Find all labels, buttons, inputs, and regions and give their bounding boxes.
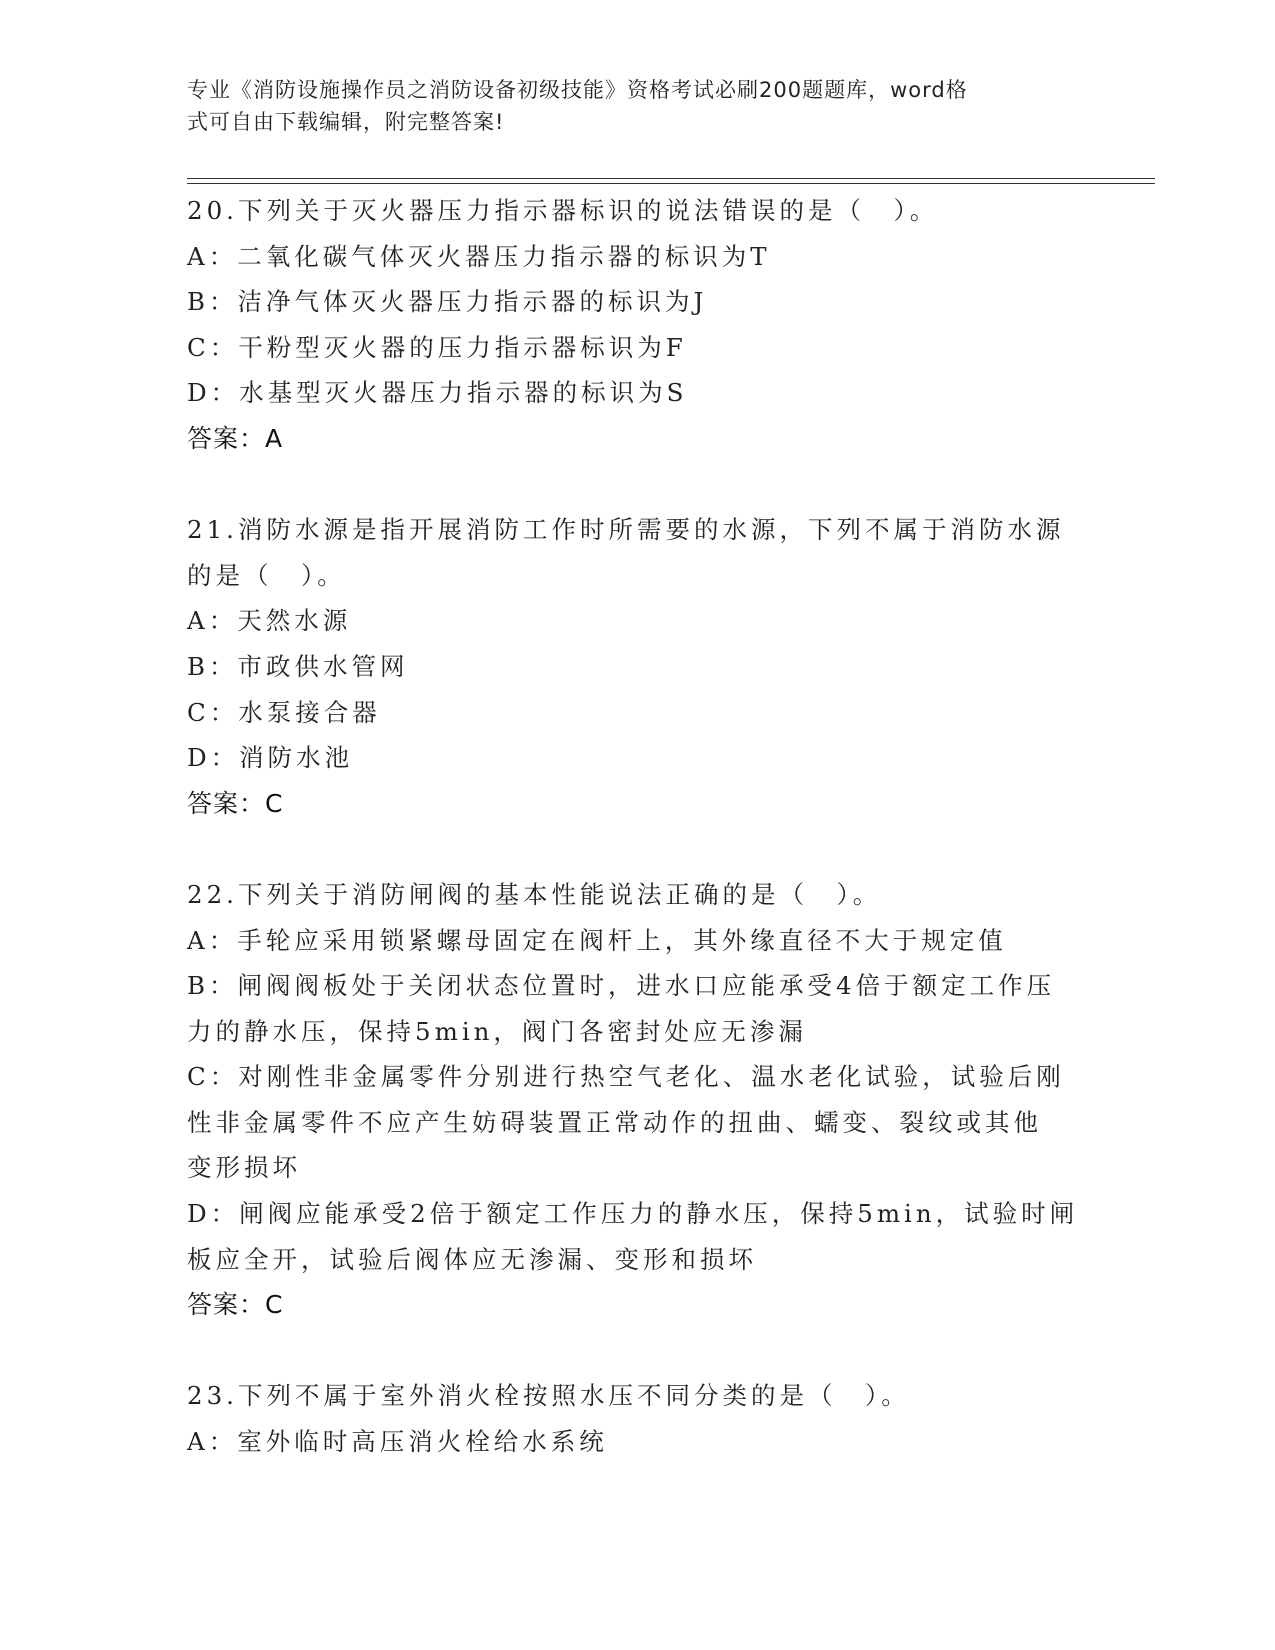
- document-header: [187, 74, 1067, 138]
- option-c-line-3: 变形损坏: [187, 1153, 301, 1183]
- option-b-line-2: 力的静水压，保持5min，阀门各密封处应无渗漏: [187, 1016, 807, 1046]
- question-20: [187, 188, 1087, 462]
- option-c-line-2: 性非金属零件不应产生妨碍装置正常动作的扭曲、蠕变、裂纹或其他: [187, 1107, 1042, 1137]
- option-b: B：市政供水管网: [187, 651, 409, 681]
- question-stem-line-2: 的是（ ）。: [187, 560, 346, 590]
- option-a: A：手轮应采用锁紧螺母固定在阀杆上，其外缘直径不大于规定值: [187, 925, 1007, 955]
- option-a: A：室外临时高压消火栓给水系统: [187, 1427, 608, 1457]
- option-a: A：二氧化碳气体灭火器压力指示器的标识为T: [187, 241, 771, 271]
- question-stem: 23.下列不属于室外消火栓按照水压不同分类的是（ ）。: [187, 1381, 910, 1411]
- option-d-line-2: 板应全开，试验后阀体应无渗漏、变形和损坏: [187, 1244, 757, 1274]
- option-c: C：干粉型灭火器的压力指示器标识为F: [187, 332, 687, 362]
- question-stem: 20.下列关于灭火器压力指示器标识的说法错误的是（ ）。: [187, 196, 939, 225]
- header-line-1: 专业《消防设施操作员之消防设备初级技能》资格考试必刷200题题库，word格: [187, 78, 968, 102]
- answer: 答案：C: [187, 1290, 284, 1320]
- header-line-2: 式可自由下载编辑，附完整答案!: [187, 110, 505, 134]
- question-list: [187, 188, 1087, 1465]
- question-stem-line-1: 21.消防水源是指开展消防工作时所需要的水源，下列不属于消防水源: [187, 515, 1065, 545]
- question-21: [187, 507, 1087, 826]
- option-c: C：水泵接合器: [187, 697, 381, 727]
- header-rule-top: [187, 178, 1155, 179]
- option-d-line-1: D：闸阀应能承受2倍于额定工作压力的静水压，保持5min，试验时闸: [187, 1199, 1079, 1229]
- spacer: [187, 1328, 1087, 1374]
- header-rule-bottom: [187, 183, 1155, 184]
- option-d: D：消防水池: [187, 743, 354, 773]
- option-a: A：天然水源: [187, 606, 352, 636]
- question-23: [187, 1373, 1087, 1464]
- option-c-line-1: C：对刚性非金属零件分别进行热空气老化、温水老化试验，试验后刚: [187, 1062, 1065, 1092]
- option-b-line-1: B：闸阀阀板处于关闭状态位置时，进水口应能承受4倍于额定工作压: [187, 971, 1056, 1001]
- option-b: B：洁净气体灭火器压力指示器的标识为J: [187, 287, 708, 317]
- spacer: [187, 826, 1087, 872]
- question-stem: 22.下列关于消防闸阀的基本性能说法正确的是（ ）。: [187, 879, 882, 909]
- spacer: [187, 462, 1087, 508]
- option-d: D：水基型灭火器压力指示器的标识为S: [187, 378, 688, 408]
- answer: 答案：C: [187, 788, 284, 818]
- question-22: [187, 872, 1087, 1328]
- answer: 答案：A: [187, 423, 284, 453]
